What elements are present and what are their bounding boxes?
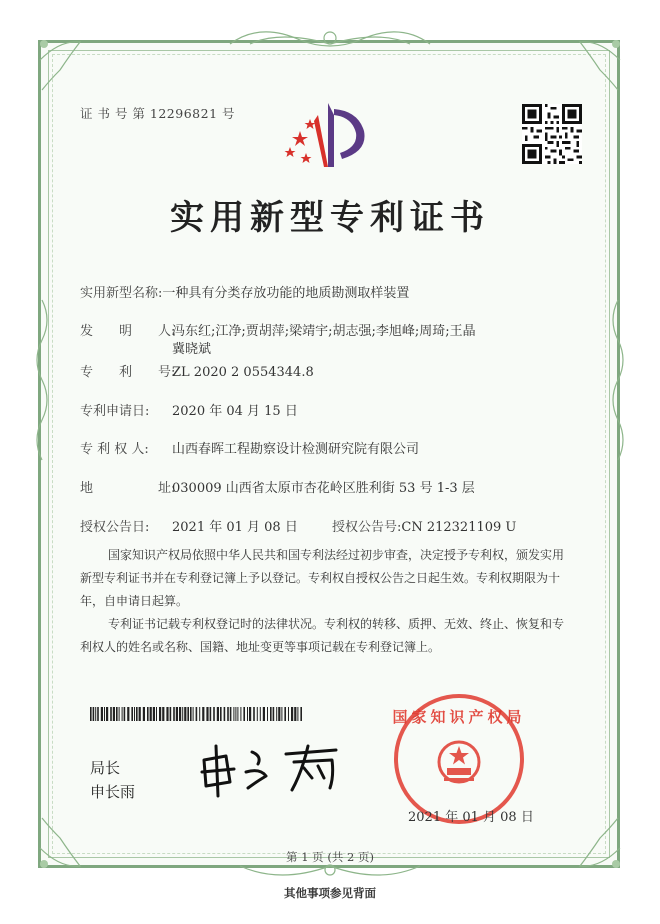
address-row xyxy=(80,477,475,496)
signature-icon xyxy=(196,742,346,798)
patentee-row xyxy=(80,438,419,457)
inventor-value-line1: 冯东红;江净;贾胡萍;梁靖宇;胡志强;李旭峰;周琦;王晶 xyxy=(172,324,476,339)
certificate-number: 证 书 号 第 12296821 号 xyxy=(80,106,235,121)
qr-code-icon xyxy=(522,104,582,164)
handwritten-signature xyxy=(196,742,346,798)
paragraph-2-line-1: 专利证书记载专利权登记时的法律状况。专利权的转移、质押、无效、终止、恢复和专 xyxy=(108,617,565,631)
patent-number-label: 专 利 号: xyxy=(80,365,176,380)
address-label: 地 址: xyxy=(80,481,176,496)
inventor-label: 发 明 人: xyxy=(80,324,176,339)
utility-model-name-label: 实用新型名称: xyxy=(80,286,163,301)
page-number: 第 1 页 (共 2 页) xyxy=(286,850,374,864)
inventor-value-line2: 冀晓斌 xyxy=(172,342,212,357)
paragraph-1-line-3: 年，自申请日起算。 xyxy=(80,594,189,608)
address-value: 030009 山西省太原市杏花岭区胜利街 53 号 1-3 层 xyxy=(172,481,475,496)
patentee-label: 专 利 权 人: xyxy=(80,442,149,457)
grant-number-row xyxy=(332,516,516,535)
grant-date-row xyxy=(80,516,298,535)
certificate-title: 实用新型专利证书 xyxy=(170,198,490,238)
seal-text: 国家知识产权局 xyxy=(392,708,526,726)
paragraph-2-line-2: 利权人的姓名或名称、国籍、地址变更等事项记载在专利登记簿上。 xyxy=(80,640,441,654)
grant-date-value: 2021 年 01 月 08 日 xyxy=(172,520,298,535)
director-name: 申长雨 xyxy=(90,783,136,801)
application-date-row xyxy=(80,400,298,419)
patent-number-value: ZL 2020 2 0554344.8 xyxy=(172,365,314,380)
inventor-row xyxy=(80,320,476,339)
paragraph-1-line-2: 新型专利证书并在专利登记簿上予以登记。专利权自授权公告之日起生效。专利权期限为十 xyxy=(80,571,561,585)
patent-number-row xyxy=(80,361,314,380)
director-title: 局长 xyxy=(90,759,121,777)
grant-number-label: 授权公告号: xyxy=(332,520,402,535)
footer-note: 其他事项参见背面 xyxy=(284,886,376,900)
seal-date: 2021 年 01 月 08 日 xyxy=(408,810,534,825)
utility-model-name-row xyxy=(80,282,409,301)
paragraph-1-line-1: 国家知识产权局依照中华人民共和国专利法经过初步审查，决定授予专利权，颁发实用 xyxy=(108,548,565,562)
grant-number-value: CN 212321109 U xyxy=(401,520,517,535)
cnipa-logo-icon xyxy=(280,95,380,175)
patentee-value: 山西春晖工程勘察设计检测研究院有限公司 xyxy=(172,442,420,457)
grant-date-label: 授权公告日: xyxy=(80,520,150,535)
barcode-icon xyxy=(90,707,302,721)
application-date-label: 专利申请日: xyxy=(80,404,150,419)
utility-model-name-value: 一种具有分类存放功能的地质勘测取样装置 xyxy=(162,286,410,301)
application-date-value: 2020 年 04 月 15 日 xyxy=(172,404,298,419)
